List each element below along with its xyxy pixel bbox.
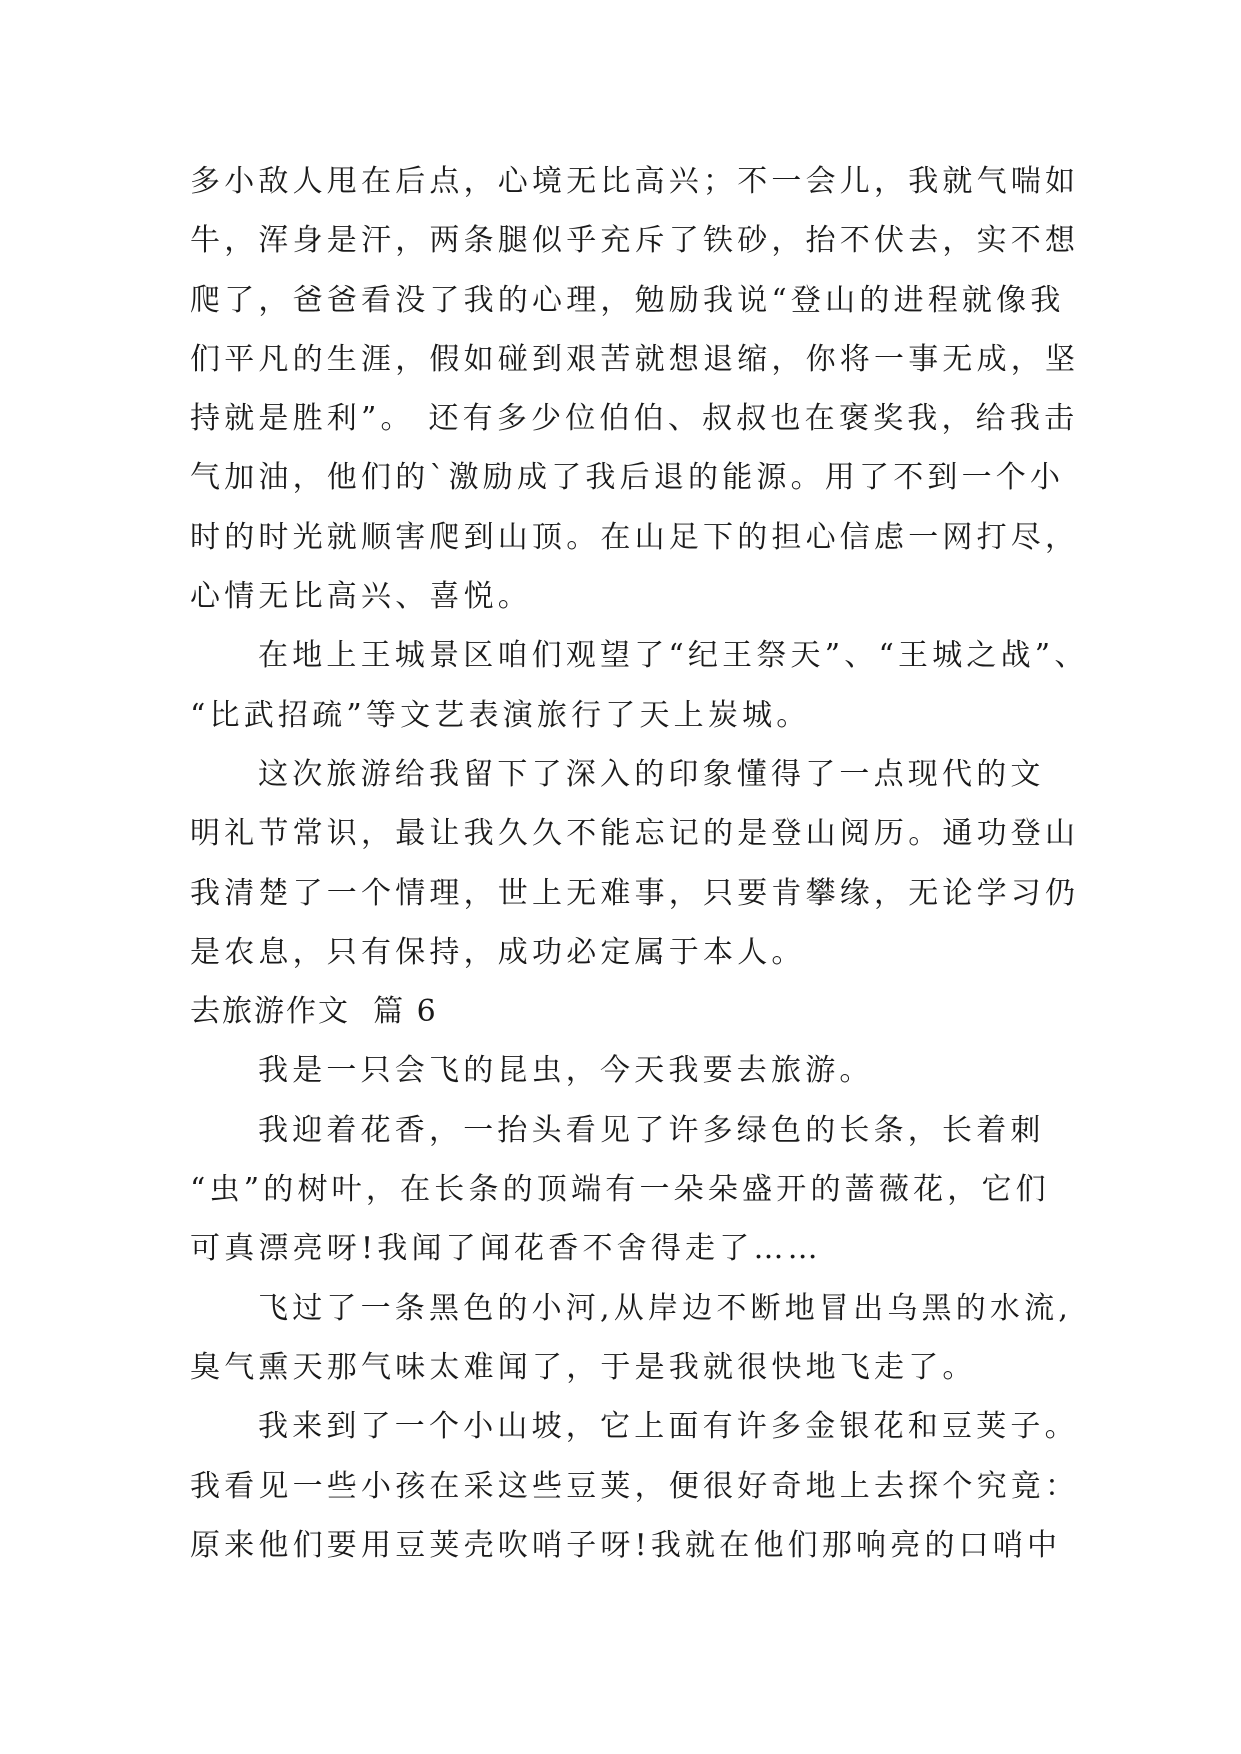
- section-heading: 去旅游作文 篇 6: [190, 994, 438, 1030]
- text-line: 在地上王城景区咱们观望了“纪王祭天”、“王城之战”、: [258, 638, 1089, 674]
- text-line: 牛，浑身是汗，两条腿似乎充斥了铁砂，抬不伏去，实不想: [190, 223, 1080, 259]
- text-line: “虫”的树叶，在长条的顶端有一朵朵盛开的蔷薇花，它们: [190, 1172, 1050, 1208]
- text-line: 多小敌人甩在后点，心境无比高兴；不一会儿，我就气喘如: [190, 164, 1080, 199]
- document-body: [190, 152, 1090, 1575]
- text-line: 我来到了一个小山坡，它上面有许多金银花和豆荚子。: [258, 1409, 1079, 1445]
- text-line: 这次旅游给我留下了深入的印象懂得了一点现代的文: [258, 756, 1045, 792]
- text-line: 明礼节常识，最让我久久不能忘记的是登山阅历。通功登山: [190, 816, 1080, 852]
- text-line: 我清楚了一个情理，世上无难事，只要肯攀缘，无论学习仍: [190, 875, 1080, 911]
- text-line: 持就是胜利”。 还有多少位伯伯、叔叔也在褒奖我，给我击: [190, 401, 1079, 437]
- text-line: 原来他们要用豆荚壳吹哨子呀!我就在他们那响亮的口哨中: [190, 1527, 1062, 1563]
- text-line: 是农息，只有保持，成功必定属于本人。: [190, 934, 806, 970]
- text-line: 爬了，爸爸看没了我的心理，勉励我说“登山的进程就像我: [190, 282, 1065, 318]
- text-line: 我看见一些小孩在采这些豆荚，便很好奇地上去探个究竟：: [190, 1468, 1080, 1504]
- text-line: 臭气熏天那气味太难闻了，于是我就很快地飞走了。: [190, 1349, 977, 1385]
- text-line: 可真漂亮呀!我闻了闻花香不舍得走了……: [190, 1231, 822, 1267]
- text-line: 时的时光就顺害爬到山顶。在山足下的担心信虑一网打尽，: [190, 519, 1080, 555]
- text-line: “比武招疏”等文艺表演旅行了天上炭城。: [190, 697, 811, 733]
- text-line: 飞过了一条黑色的小河,从岸边不断地冒出乌黑的水流,: [258, 1290, 1073, 1326]
- text-line: 们平凡的生涯，假如碰到艰苦就想退缩，你将一事无成，坚: [190, 341, 1080, 377]
- text-line: 气加油，他们的`激励成了我后退的能源。用了不到一个小: [190, 460, 1065, 496]
- text-line: 我是一只会飞的昆虫，今天我要去旅游。: [258, 1053, 874, 1089]
- text-line: 心情无比高兴、喜悦。: [190, 579, 532, 615]
- text-line: 我迎着花香，一抬头看见了许多绿色的长条，长着刺: [258, 1112, 1045, 1148]
